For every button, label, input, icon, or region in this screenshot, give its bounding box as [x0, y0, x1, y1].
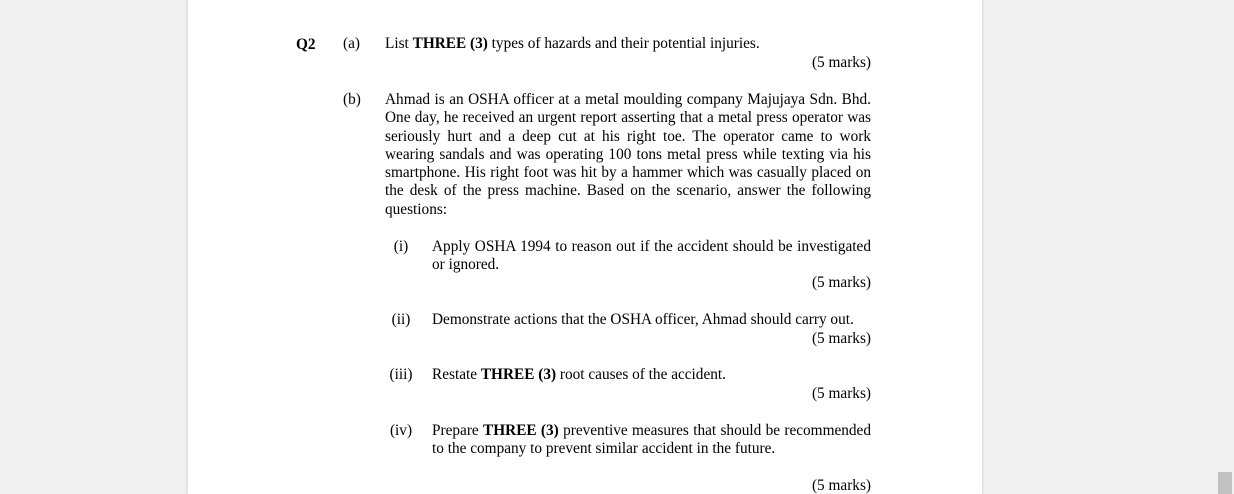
part-a-marks: (5 marks): [811, 54, 871, 71]
sub-ii-label: (ii): [391, 311, 411, 328]
sub-i-text: Apply OSHA 1994 to reason out if the accident should be investigated or ignored.: [432, 238, 871, 274]
scrollbar-thumb[interactable]: [1218, 472, 1232, 494]
sub-iii-marks: (5 marks): [811, 385, 871, 402]
sub-i-marks: (5 marks): [811, 274, 871, 291]
part-a-label: (a): [343, 35, 360, 52]
sub-iii-label: (iii): [389, 366, 413, 383]
sub-iv-text-pre: Prepare: [432, 422, 484, 439]
sub-iii-text-bold: THREE (3): [480, 366, 557, 383]
sub-iii-text-pre: Restate: [432, 366, 481, 383]
sub-iii-text: [432, 366, 871, 384]
sub-iv-text-post: preventive measures that should be recommended to the company to prevent similar accident in the future.: [432, 422, 871, 458]
sub-ii-text: Demonstrate actions that the OSHA officer, Ahmad should carry out.: [432, 311, 854, 328]
sub-iv-marks: (5 marks): [811, 477, 871, 494]
part-b-scenario: Ahmad is an OSHA officer at a metal moulding company Majujaya Sdn. Bhd. One day, he received an urgent report asserting that a metal press operator was seriously hurt and a deep cut at his right toe. The operator came to work wearing sandals and was operating 100 tons metal press while texting via his smartphone. His right foot was hit by a hammer which was casually placed on the desk of the press machine. Based on the scenario, answer the following questions:: [385, 91, 871, 218]
part-a-text-post: types of hazards and their potential injuries.: [487, 35, 760, 52]
vertical-scrollbar[interactable]: [1216, 0, 1234, 494]
sub-iv-text: [432, 422, 871, 459]
sub-i-label: (i): [393, 238, 409, 255]
part-a-text-pre: List: [385, 35, 413, 52]
sub-iv-text-bold: THREE (3): [483, 422, 559, 439]
sub-ii-marks: (5 marks): [811, 330, 871, 347]
part-a-text: [385, 35, 871, 53]
document-page: [188, 0, 982, 494]
sub-iii-text-post: root causes of the accident.: [556, 366, 726, 383]
part-a-text-bold: THREE (3): [412, 35, 488, 52]
sub-iv-label: (iv): [389, 422, 413, 439]
part-b-label: (b): [343, 91, 361, 108]
question-number: Q2: [296, 36, 316, 53]
